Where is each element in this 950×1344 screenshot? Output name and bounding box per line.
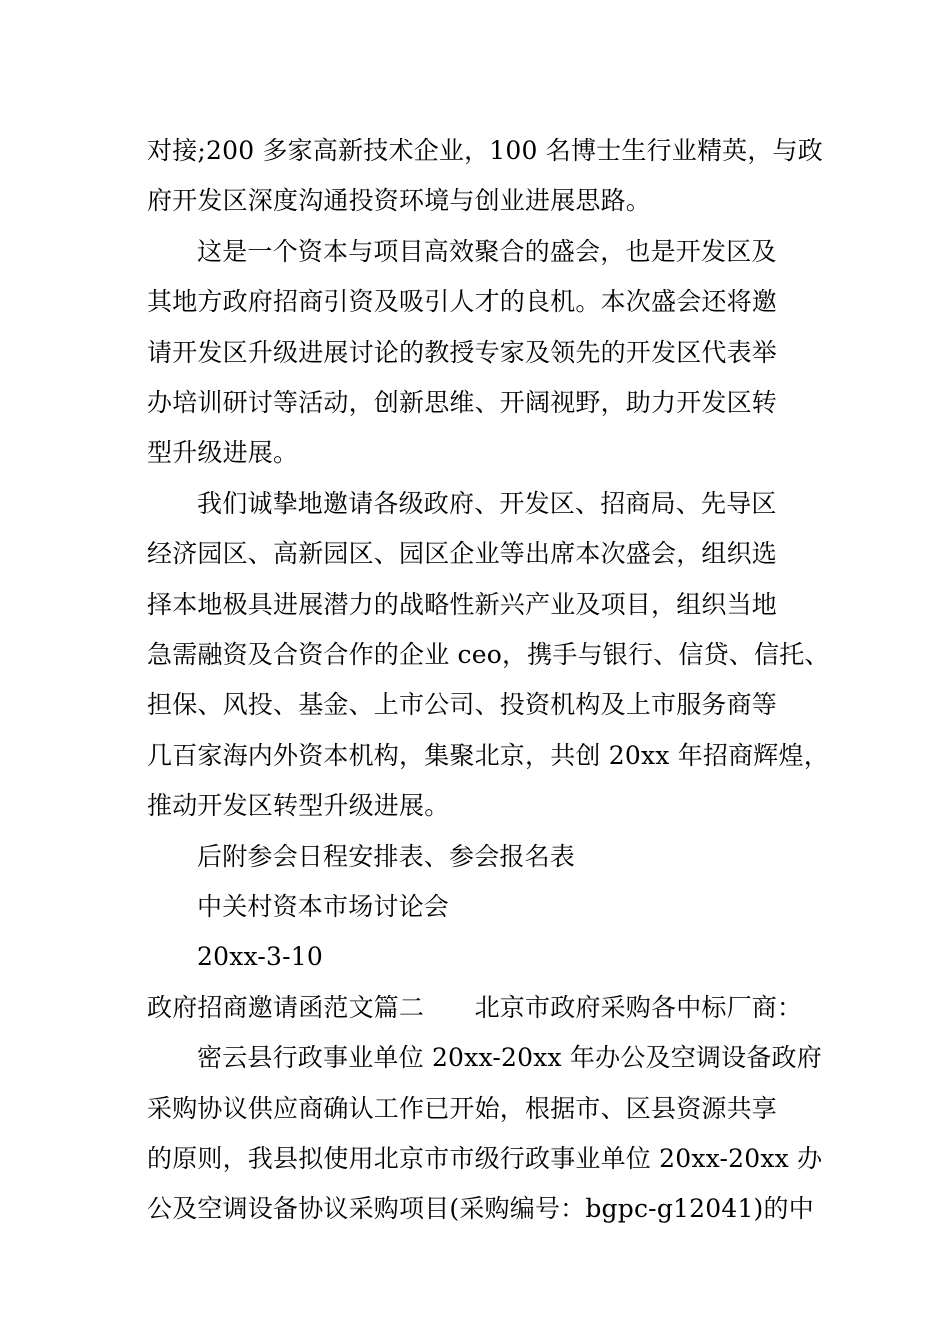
paragraph-start-line: 我们诚挚地邀请各级政府、开发区、招商局、先导区 bbox=[197, 489, 777, 518]
signature-date: 20xx-3-10 bbox=[197, 942, 323, 971]
text-line: 几百家海内外资本机构，集聚北京，共创 20xx 年招商辉煌， bbox=[147, 741, 829, 770]
signature-organization: 中关村资本市场讨论会 bbox=[197, 892, 450, 921]
text-line: 府开发区深度沟通投资环境与创业进展思路。 bbox=[147, 186, 652, 215]
text-line: 公及空调设备协议采购项目(采购编号：bgpc-g12041)的中 bbox=[147, 1194, 814, 1223]
text-line: 采购协议供应商确认工作已开始，根据市、区县资源共享 bbox=[147, 1094, 778, 1123]
section-heading-line: 政府招商邀请函范文篇二 北京市政府采购各中标厂商： bbox=[147, 993, 803, 1022]
text-line: 对接;200 多家高新技术企业，100 名博士生行业精英，与政 bbox=[147, 136, 823, 165]
text-line: 推动开发区转型升级进展。 bbox=[147, 791, 450, 820]
text-line: 办培训研讨等活动，创新思维、开阔视野，助力开发区转 bbox=[147, 388, 778, 417]
text-line: 担保、风投、基金、上市公司、投资机构及上市服务商等 bbox=[147, 690, 778, 719]
text-line: 请开发区升级进展讨论的教授专家及领先的开发区代表举 bbox=[147, 338, 778, 367]
text-line: 经济园区、高新园区、园区企业等出席本次盛会，组织选 bbox=[147, 539, 778, 568]
attachment-note: 后附参会日程安排表、参会报名表 bbox=[197, 842, 576, 871]
text-line: 的原则，我县拟使用北京市市级行政事业单位 20xx-20xx 办 bbox=[147, 1144, 823, 1173]
text-line: 其地方政府招商引资及吸引人才的良机。本次盛会还将邀 bbox=[147, 287, 778, 316]
text-line: 择本地极具进展潜力的战略性新兴产业及项目，组织当地 bbox=[147, 590, 778, 619]
paragraph-start-line: 密云县行政事业单位 20xx-20xx 年办公及空调设备政府 bbox=[197, 1043, 822, 1072]
text-line: 型升级进展。 bbox=[147, 438, 299, 467]
text-line: 急需融资及合资合作的企业 ceo，携手与银行、信贷、信托、 bbox=[147, 640, 830, 669]
paragraph-start-line: 这是一个资本与项目高效聚合的盛会，也是开发区及 bbox=[197, 237, 777, 266]
